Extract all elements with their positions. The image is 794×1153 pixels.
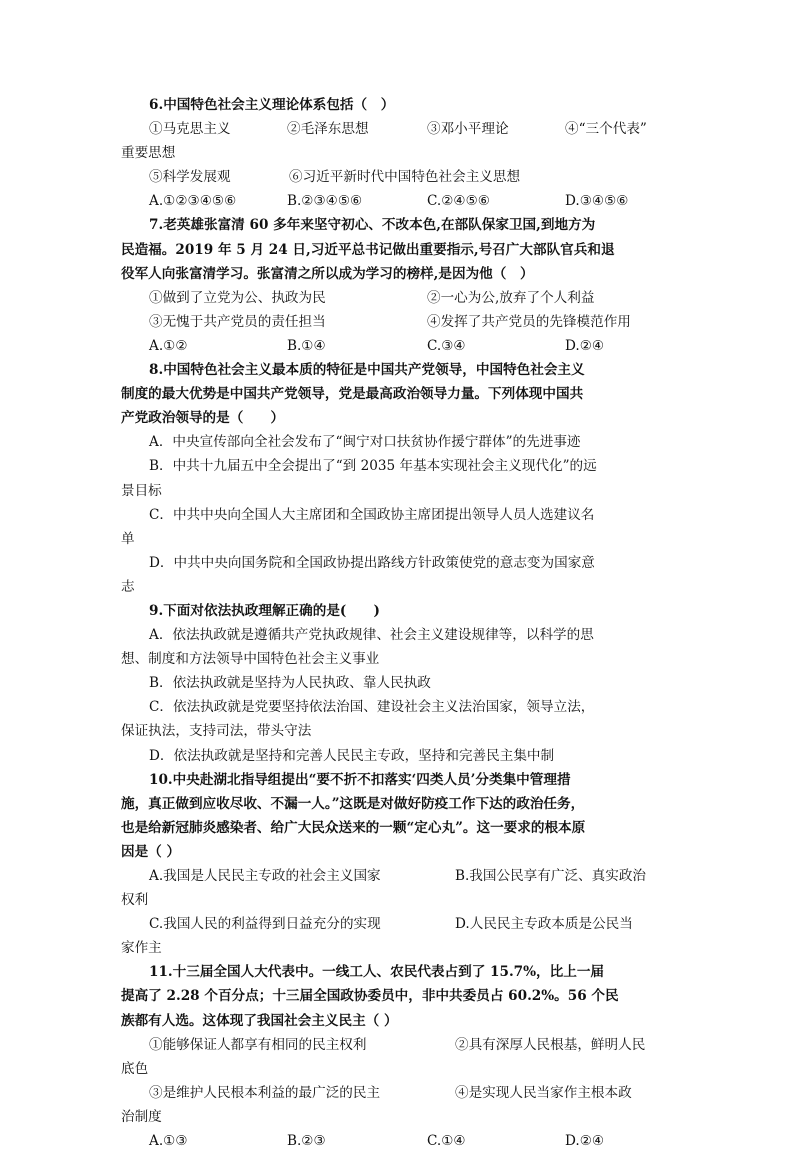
q6-options: [121, 189, 674, 213]
q11-item-2-cont: 底色: [121, 1060, 149, 1077]
q11-option-d: D.②④: [565, 1133, 605, 1150]
q8-stem-1: 8.中国特色社会主义最本质的特征是中国共产党领导，中国特色社会主义: [149, 362, 585, 379]
question-content: [121, 93, 674, 1153]
q8-option-b-1: B．中共十九届五中全会提出了“到 2035 年基本实现社会主义现代化”的远: [149, 458, 597, 475]
q10-options-row2: [121, 912, 674, 936]
q10-stem-4: 因是（ ）: [121, 843, 181, 860]
q11-option-c: C.①④: [427, 1133, 466, 1150]
q10-options-row1: [121, 864, 674, 888]
q6-option-c: C.②④⑤⑥: [427, 193, 490, 210]
q10-option-b: B.我国公民享有广泛、真实政治: [455, 868, 647, 884]
q7-stem-1: 7.老英雄张富清 60 多年来坚守初心、不改本色,在部队保家卫国,到地方为: [149, 217, 596, 234]
q6-items-cont: 重要思想: [121, 145, 176, 162]
q7-option-b: B.①④: [287, 337, 326, 354]
q9-option-c-2: 保证执法，支持司法，带头守法: [121, 723, 312, 740]
q6-stem: 6.中国特色社会主义理论体系包括（ ）: [149, 97, 395, 113]
q7-item-3: ③无愧于共产党员的责任担当: [149, 313, 326, 330]
q7-option-a: A.①②: [149, 337, 188, 354]
q11-item-4-cont: 治制度: [121, 1108, 162, 1125]
q7-items-row1: [121, 286, 674, 310]
q7-options: [121, 334, 674, 358]
q11-options: [121, 1129, 674, 1153]
q10-option-a: A.我国是人民民主专政的社会主义国家: [149, 868, 381, 884]
q8-option-c-2: 单: [121, 530, 135, 547]
q10-stem-2: 施，真正做到应收尽收、不漏一人。”这既是对做好防疫工作下达的政治任务，: [121, 795, 585, 812]
q6-item-4: ④“三个代表”: [565, 121, 647, 138]
q8-option-a: A．中央宣传部向全社会发布了“闽宁对口扶贫协作援宁群体”的先进事迹: [149, 434, 581, 451]
q11-item-1: ①能够保证人都享有相同的民主权利: [149, 1036, 367, 1053]
q8-stem-2: 制度的最大优势是中国共产党领导，党是最高政治领导力量。下列体现中国共: [121, 386, 584, 403]
q11-stem-1: 11.十三届全国人大代表中。一线工人、农民代表占到了 15.7%，比上一届: [149, 964, 605, 981]
q6-option-d: D.③④⑤⑥: [565, 193, 629, 210]
q6-option-a: A.①②③④⑤⑥: [149, 193, 237, 210]
q10-option-d: D.人民民主专政本质是公民当: [455, 916, 633, 933]
q9-option-a-2: 想、制度和方法领导中国特色社会主义事业: [121, 651, 380, 668]
q6-option-b: B.②③④⑤⑥: [287, 193, 363, 210]
q7-items-row2: [121, 310, 674, 334]
q7-item-1: ①做到了立党为公、执政为民: [149, 289, 326, 306]
q6-items: [121, 117, 674, 141]
q6-items2: [121, 165, 674, 189]
q11-option-a: A.①③: [149, 1133, 188, 1150]
q6-item-5: ⑤科学发展观: [149, 169, 231, 186]
q8-option-d-2: 志: [121, 578, 135, 595]
q7-option-c: C.③④: [427, 337, 466, 354]
q11-item-3: ③是维护人民根本利益的最广泛的民主: [149, 1084, 381, 1101]
q10-option-c: C.我国人民的利益得到日益充分的实现: [149, 916, 381, 933]
q11-item-4: ④是实现人民当家作主根本政: [455, 1084, 632, 1101]
q10-option-b-cont: 权利: [121, 892, 149, 909]
q7-item-2: ②一心为公,放弃了个人利益: [427, 289, 595, 306]
q6-item-3: ③邓小平理论: [427, 121, 509, 138]
q8-stem-3: 产党政治领导的是（ ）: [121, 410, 285, 427]
q8-option-d-1: D．中共中央向国务院和全国政协提出路线方针政策使党的意志变为国家意: [149, 554, 595, 571]
q6-item-6: ⑥习近平新时代中国特色社会主义思想: [289, 169, 521, 186]
q10-stem-1: 10.中央赴湖北指导组提出“要不折不扣落实‘四类人员’分类集中管理措: [149, 771, 571, 788]
q7-item-4: ④发挥了共产党员的先锋模范作用: [427, 313, 631, 330]
q6-item-2: ②毛泽东思想: [287, 121, 369, 138]
q11-items-row2: [121, 1081, 674, 1105]
q11-item-2: ②具有深厚人民根基，鲜明人民: [455, 1036, 646, 1053]
q11-stem-2: 提高了 2.28 个百分点；十三届全国政协委员中，非中共委员占 60.2%。56 个民: [121, 988, 619, 1005]
q9-option-a-1: A．依法执政就是遵循共产党执政规律、社会主义建设规律等，以科学的思: [149, 627, 594, 644]
q11-option-b: B.②③: [287, 1133, 326, 1150]
q11-stem-3: 族都有人选。这体现了我国社会主义民主（ ）: [121, 1012, 398, 1029]
q7-option-d: D.②④: [565, 337, 605, 354]
q8-option-c-1: C．中共中央向全国人大主席团和全国政协主席团提出领导人员人选建议名: [149, 506, 595, 523]
q10-option-d-cont: 家作主: [121, 940, 162, 957]
q6-item-1: ①马克思主义: [149, 121, 231, 138]
q9-option-c-1: C．依法执政就是党要坚持依法治国、建设社会主义法治国家，领导立法，: [149, 699, 595, 716]
q9-option-b: B．依法执政就是坚持为人民执政、靠人民执政: [149, 675, 431, 692]
q11-items-row1: [121, 1033, 674, 1057]
q9-stem: 9.下面对依法执政理解正确的是( ): [149, 602, 380, 619]
q8-option-b-2: 景目标: [121, 482, 162, 499]
q9-option-d: D．依法执政就是坚持和完善人民民主专政，坚持和完善民主集中制: [149, 747, 555, 764]
q10-stem-3: 也是给新冠肺炎感染者、给广大民众送来的一颗“定心丸”。这一要求的根本原: [121, 819, 586, 836]
q7-stem-3: 役军人向张富清学习。张富清之所以成为学习的榜样,是因为他（ ）: [121, 265, 534, 282]
q7-stem-2: 民造福。2019 年 5 月 24 日,习近平总书记做出重要指示,号召广大部队官兵和退: [121, 241, 615, 258]
